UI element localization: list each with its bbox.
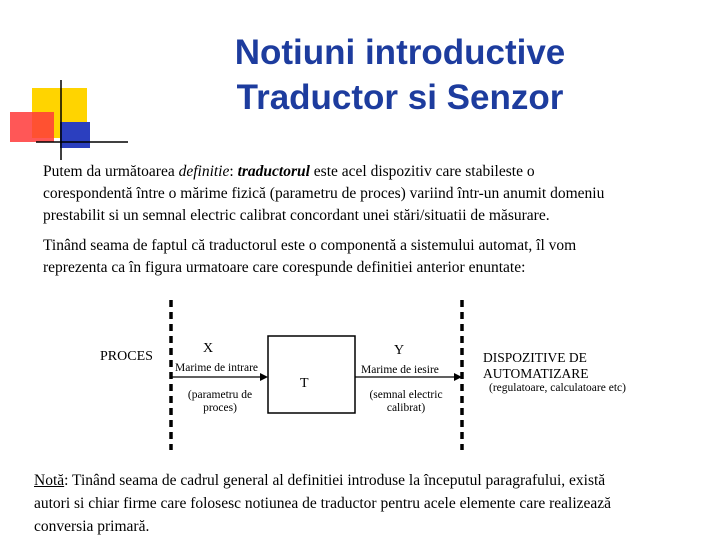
definition-line-1	[43, 161, 604, 183]
note-label: Notă	[34, 472, 65, 489]
definition-prefix: Putem da următoarea	[43, 163, 179, 180]
input-arrowhead	[260, 373, 268, 381]
automation-devices-label	[483, 350, 589, 382]
electric-signal-line-1: (semnal electric	[369, 389, 443, 401]
note-line-1-text: : Tinând seama de cadrul general al definitiei introduse la începutul paragrafului, există	[64, 472, 606, 489]
input-x-label: X	[203, 341, 214, 356]
definition-line-2: corespondentă între o mărime fizică (parametru de proces) variind într-un anumit domeniu	[43, 185, 605, 202]
output-quantity-label: Marime de iesire	[361, 364, 439, 376]
context-line-1: Tinând seama de faptul că traductorul este o componentă a sistemului automat, îl vom	[43, 237, 577, 254]
process-parameter-label	[180, 389, 260, 415]
definition-colon: :	[229, 163, 238, 180]
automation-devices-detail: (regulatoare, calculatoare etc)	[489, 382, 626, 394]
definitie-word: definitie	[178, 163, 230, 180]
note-paragraph	[34, 469, 611, 538]
input-quantity-label: Marime de intrare	[175, 362, 259, 374]
context-paragraph	[43, 235, 576, 279]
note-line-1	[34, 469, 611, 492]
output-y-label: Y	[394, 343, 405, 358]
definition-suffix: este acel dispozitiv care stabileste o	[309, 163, 535, 180]
transducer-box	[268, 336, 355, 413]
automation-devices-line-2: AUTOMATIZARE	[483, 366, 589, 381]
note-line-2: autori si chiar firme care folosesc notiunea de traductor pentru acele elemente care realizează	[34, 495, 612, 512]
title-line-2: Traductor si Senzor	[236, 78, 564, 117]
definition-paragraph	[43, 161, 604, 227]
note-line-3: conversia primară.	[34, 518, 150, 535]
definition-line-3: prestabilit si un semnal electric calibrat concordant unei stări/situatii de măsurare.	[43, 207, 550, 224]
deco-red-square	[10, 112, 54, 142]
slide-title	[150, 30, 650, 120]
title-line-1: Notiuni introductive	[234, 33, 566, 72]
context-line-2: reprezenta ca în figura urmatoare care corespunde definitiei anterior enuntate:	[43, 259, 526, 276]
electric-signal-line-2: calibrat)	[386, 402, 426, 414]
deco-blue-square	[60, 122, 90, 148]
automation-devices-line-1: DISPOZITIVE DE	[483, 350, 587, 365]
electric-signal-label	[361, 389, 451, 415]
transducer-diagram	[0, 290, 720, 460]
process-parameter-line-1: (parametru de	[187, 389, 253, 401]
proces-label: PROCES	[100, 349, 153, 364]
process-parameter-line-2: proces)	[203, 402, 237, 414]
traductorul-word: traductorul	[237, 163, 310, 180]
transducer-t-label: T	[300, 376, 309, 391]
decorative-squares-logo	[0, 0, 130, 170]
